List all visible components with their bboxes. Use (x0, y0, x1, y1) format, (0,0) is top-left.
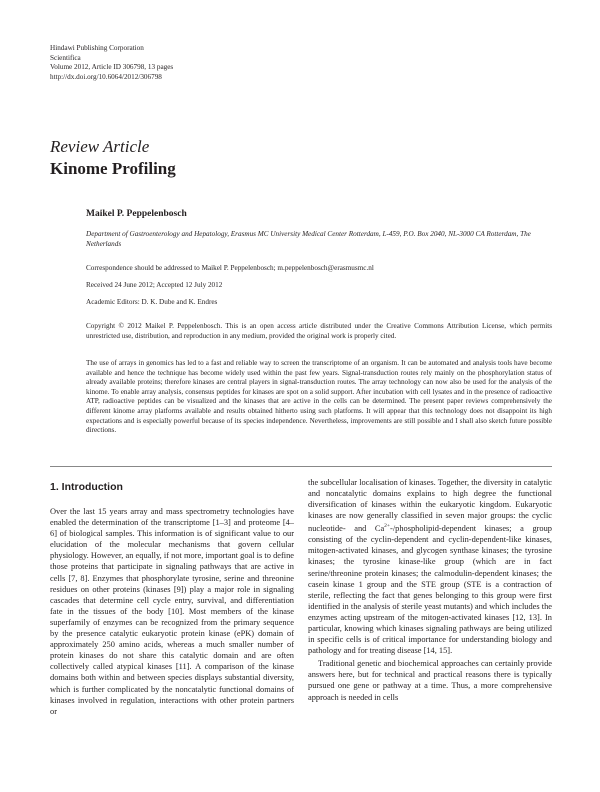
left-column (50, 477, 294, 717)
abstract: The use of arrays in genomics has led to a fast and reliable way to screen the transcriptome of an organism. It can be automated and analysis tools have become available and hence the technique has become widely used within the past few years. Signal-transduction routes rely mainly on the phosphorylation status of already available proteins; therefore kinases are central players in signal-transduction routes. The array technology can now also be used for the analysis of the kinome. To enable array analysis, consensus peptides for kinases are spot on a solid support. After incubation with cell lysates and in the presence of radioactive ATP, radioactive peptides can be visualized and the kinases that are active in the cells can be determined. The present paper reviews comprehensively the different kinome array platforms available and results obtained hitherto using such platforms. It will appear that this technology does not disappoint its high expectations and is especially powerful because of its species independence. Nevertheless, improvements are still possible and I shall also sketch future possible directions. (86, 359, 552, 435)
superscript: 2+ (384, 523, 391, 530)
copyright-notice: Copyright © 2012 Maikel P. Peppelenbosch. This is an open access article distributed under the Creative Commons Attribution License, which permits unrestricted use, distribution, and reproduction in any medium, provided the original work is properly cited. (86, 322, 552, 340)
section-heading: 1. Introduction (50, 481, 123, 493)
publisher-line: Hindawi Publishing Corporation (50, 44, 144, 52)
body-paragraph: Over the last 15 years array and mass spectrometry technologies have enabled the determination of the transcriptome [1–3] and proteome [4–6] of biological samples. This information is of significant value to our elucidation of the molecular mechanisms that govern cellular physiology. However, an equally, if not more, important goal is to define those proteins that participate in signaling pathways that are active in cells [7, 8]. Enzymes that phosphorylate tyrosine, serine and threonine residues on other proteins (kinases [9]) play a major role in signaling cascades that determine cell cycle entry, survival, and differentiation fate in the tissues of the body [10]. Most members of the kinase superfamily of enzymes can be recognized from the primary sequence by the presence catalytic eukaryotic protein kinase (ePK) domain of approximately 250 amino acids, whereas a much smaller number of protein kinases do not share this catalytic domain and are often collectively called atypical kinases [11]. A comparison of the kinase domains both within and between species displays substantial diversity, which is further complicated by the noncatalytic functional domains of kinases involved in regulation, interactions with other protein partners or (50, 507, 294, 716)
correspondence-line: Correspondence should be addressed to Maikel P. Peppelenbosch; m.peppelenbosch@erasmusmc.nl (86, 264, 374, 272)
author-name: Maikel P. Peppelenbosch (86, 209, 187, 219)
journal-header (50, 44, 173, 82)
text-run: the subcellular localisation of kinases. Together, the diversity in catalytic and noncatalytic domains explains to high degree the functional diversification of kinases within the eukaryotic kingdom. Eukaryotic kinases are now generally classified in seven major groups: the cyclic nucleotide- and Ca (308, 478, 552, 534)
body-paragraph (308, 477, 552, 656)
journal-name: Scientifica (50, 53, 81, 62)
text-run: -/phospholipid-dependent kinases; a group consisting of the cyclin-dependent and cyclin-dependent-like kinases, mitogen-activated kinases, and glycogen synthase kinases; the tyrosine kinases; the tyrosine kinase-like group (which are in fact serine/threonine protein kinases; the calmodulin-dependent kinases; the casein kinase 1 group and the STE group (STE is a contraction of sterile, reflecting the fact that genes belonging to this group were first identified in the analysis of sterile yeast mutants) and which includes the enzymes acting upstream of the mitogen-activated kinases [12, 13]. In particular, knowing which kinases signaling pathways are being utilized in specific cells is of critical importance for understanding biology and pathology and for treating disease [14, 15]. (308, 524, 552, 656)
volume-line: Volume 2012, Article ID 306798, 13 pages (50, 63, 174, 72)
received-accepted-dates: Received 24 June 2012; Accepted 12 July 2012 (86, 281, 223, 289)
academic-editors: Academic Editors: D. K. Dube and K. Endres (86, 298, 218, 306)
article-title: Kinome Profiling (50, 159, 176, 178)
body-paragraph: Traditional genetic and biochemical approaches can certainly provide answers here, but for technical and practical reasons there is typically pursued one gene or pathway at a time. Thus, a more comprehensive approach is needed in cells (308, 659, 552, 702)
article-type: Review Article (50, 137, 150, 156)
right-column (308, 477, 552, 703)
doi-link[interactable]: http://dx.doi.org/10.6064/2012/306798 (50, 72, 162, 81)
author-affiliation: Department of Gastroenterology and Hepatology, Erasmus MC University Medical Center Rotterdam, L-459, P.O. Box 2040, NL-3000 CA Rotterdam, The Netherlands (86, 230, 531, 248)
section-divider (50, 466, 552, 467)
